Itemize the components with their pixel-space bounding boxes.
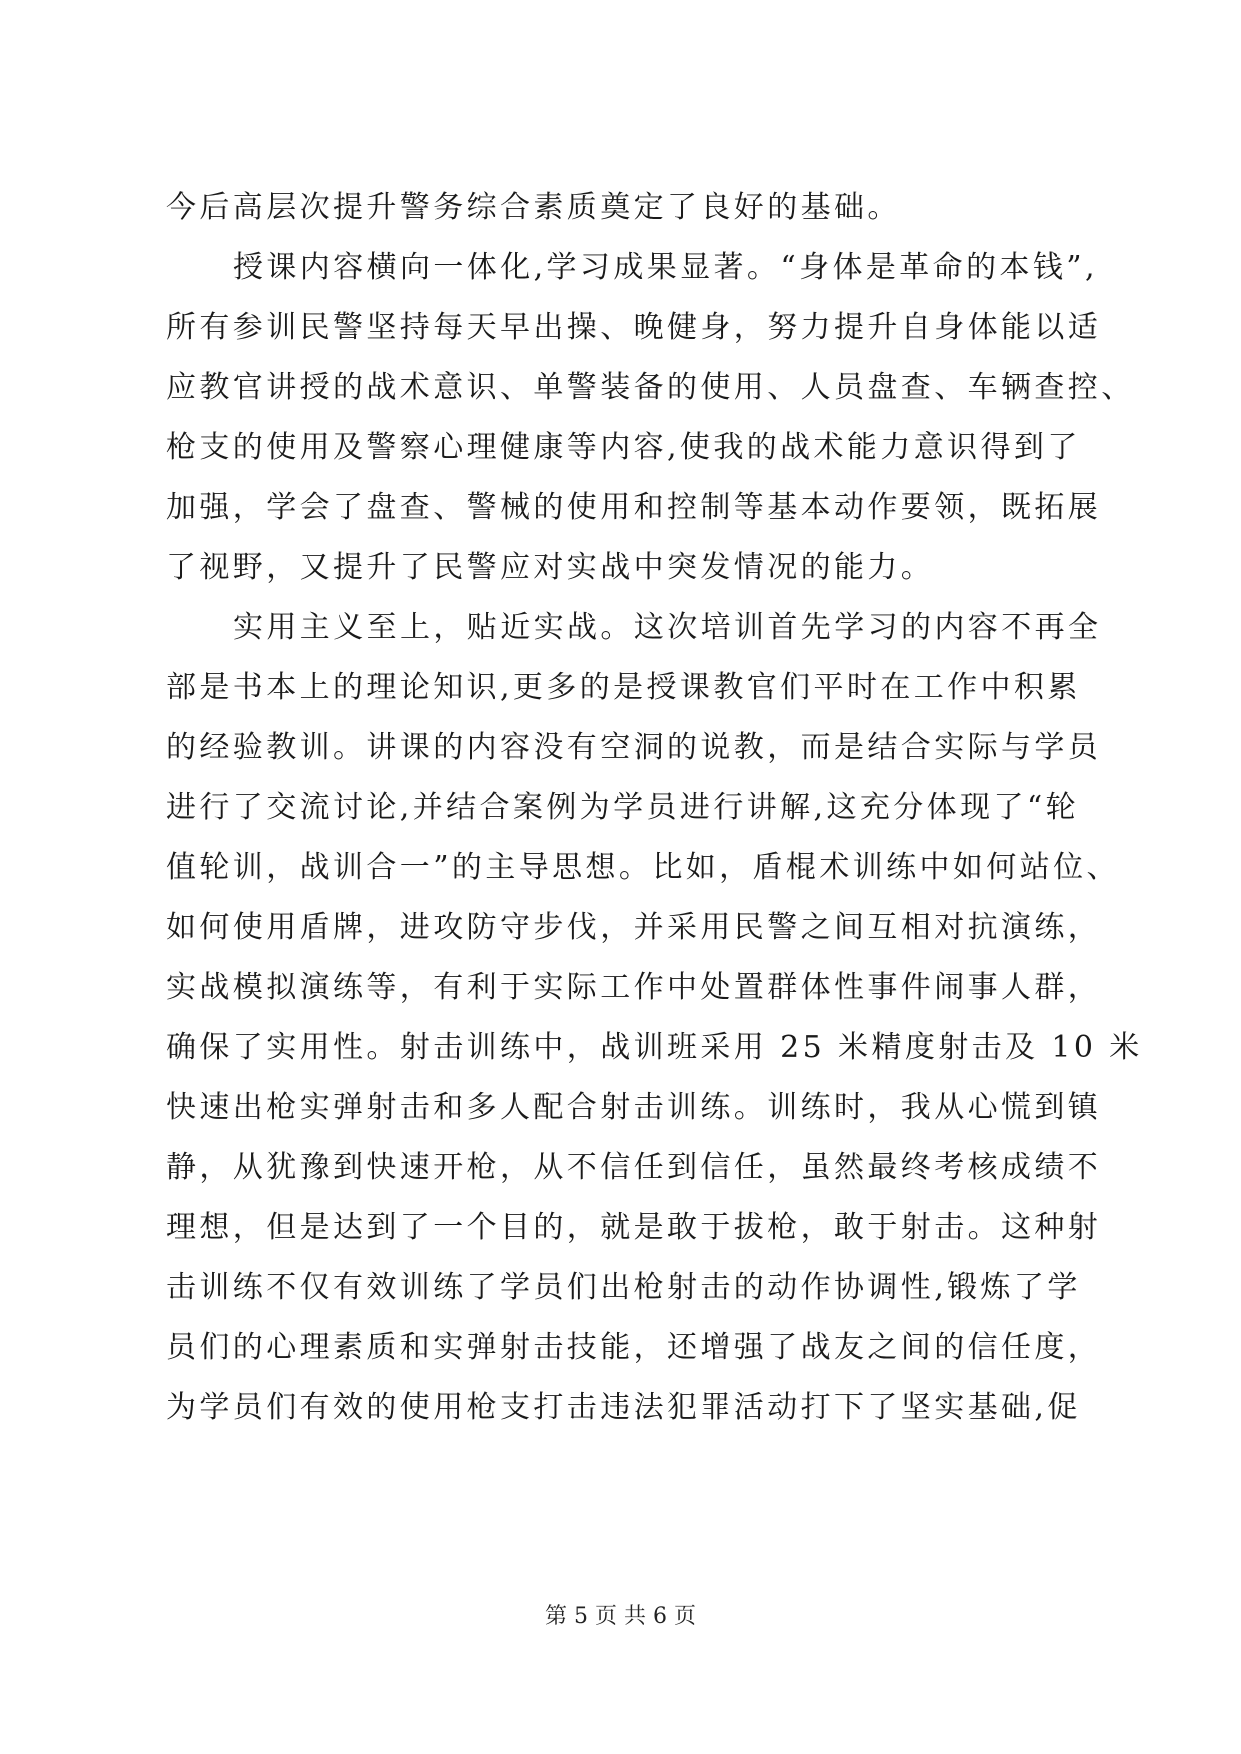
text-line: 了视野，又提升了民警应对实战中突发情况的能力。 <box>166 550 935 585</box>
page-number-footer: 第 5 页 共 6 页 <box>545 1604 696 1629</box>
text-line: 击训练不仅有效训练了学员们出枪射击的动作协调性,锻炼了学 <box>166 1270 1081 1305</box>
text-line: 为学员们有效的使用枪支打击违法犯罪活动打下了坚实基础,促 <box>166 1390 1081 1425</box>
text-line: 的经验教训。讲课的内容没有空洞的说教，而是结合实际与学员 <box>166 730 1102 765</box>
text-line: 应教官讲授的战术意识、单警装备的使用、人员盘查、车辆查控、 <box>166 370 1135 405</box>
text-line: 实战模拟演练等，有利于实际工作中处置群体性事件闹事人群， <box>166 970 1102 1005</box>
text-line: 如何使用盾牌，进攻防守步伐，并采用民警之间互相对抗演练， <box>166 910 1102 945</box>
text-line: 理想，但是达到了一个目的，就是敢于拔枪，敢于射击。这种射 <box>166 1210 1102 1245</box>
text-line: 所有参训民警坚持每天早出操、晚健身，努力提升自身体能以适 <box>166 310 1102 345</box>
text-line: 部是书本上的理论知识,更多的是授课教官们平时在工作中积累 <box>166 670 1081 705</box>
document-body <box>166 178 1143 1438</box>
text-line: 值轮训，战训合一”的主导思想。比如，盾棍术训练中如何站位、 <box>166 850 1120 885</box>
text-line: 静，从犹豫到快速开枪，从不信任到信任，虽然最终考核成绩不 <box>166 1150 1102 1185</box>
text-line: 确保了实用性。射击训练中，战训班采用 25 米精度射击及 10 米 <box>166 1030 1143 1065</box>
text-line: 今后高层次提升警务综合素质奠定了良好的基础。 <box>166 190 901 225</box>
text-line: 进行了交流讨论,并结合案例为学员进行讲解,这充分体现了“轮 <box>166 790 1080 825</box>
text-line: 员们的心理素质和实弹射击技能，还增强了战友之间的信任度， <box>166 1330 1102 1365</box>
text-line: 枪支的使用及警察心理健康等内容,使我的战术能力意识得到了 <box>166 430 1081 465</box>
text-line: 加强，学会了盘查、警械的使用和控制等基本动作要领，既拓展 <box>166 490 1102 525</box>
text-line: 快速出枪实弹射击和多人配合射击训练。训练时，我从心慌到镇 <box>166 1090 1102 1125</box>
text-line: 实用主义至上，贴近实战。这次培训首先学习的内容不再全 <box>233 610 1102 645</box>
text-line: 授课内容横向一体化,学习成果显著。“身体是革命的本钱”, <box>233 250 1098 285</box>
